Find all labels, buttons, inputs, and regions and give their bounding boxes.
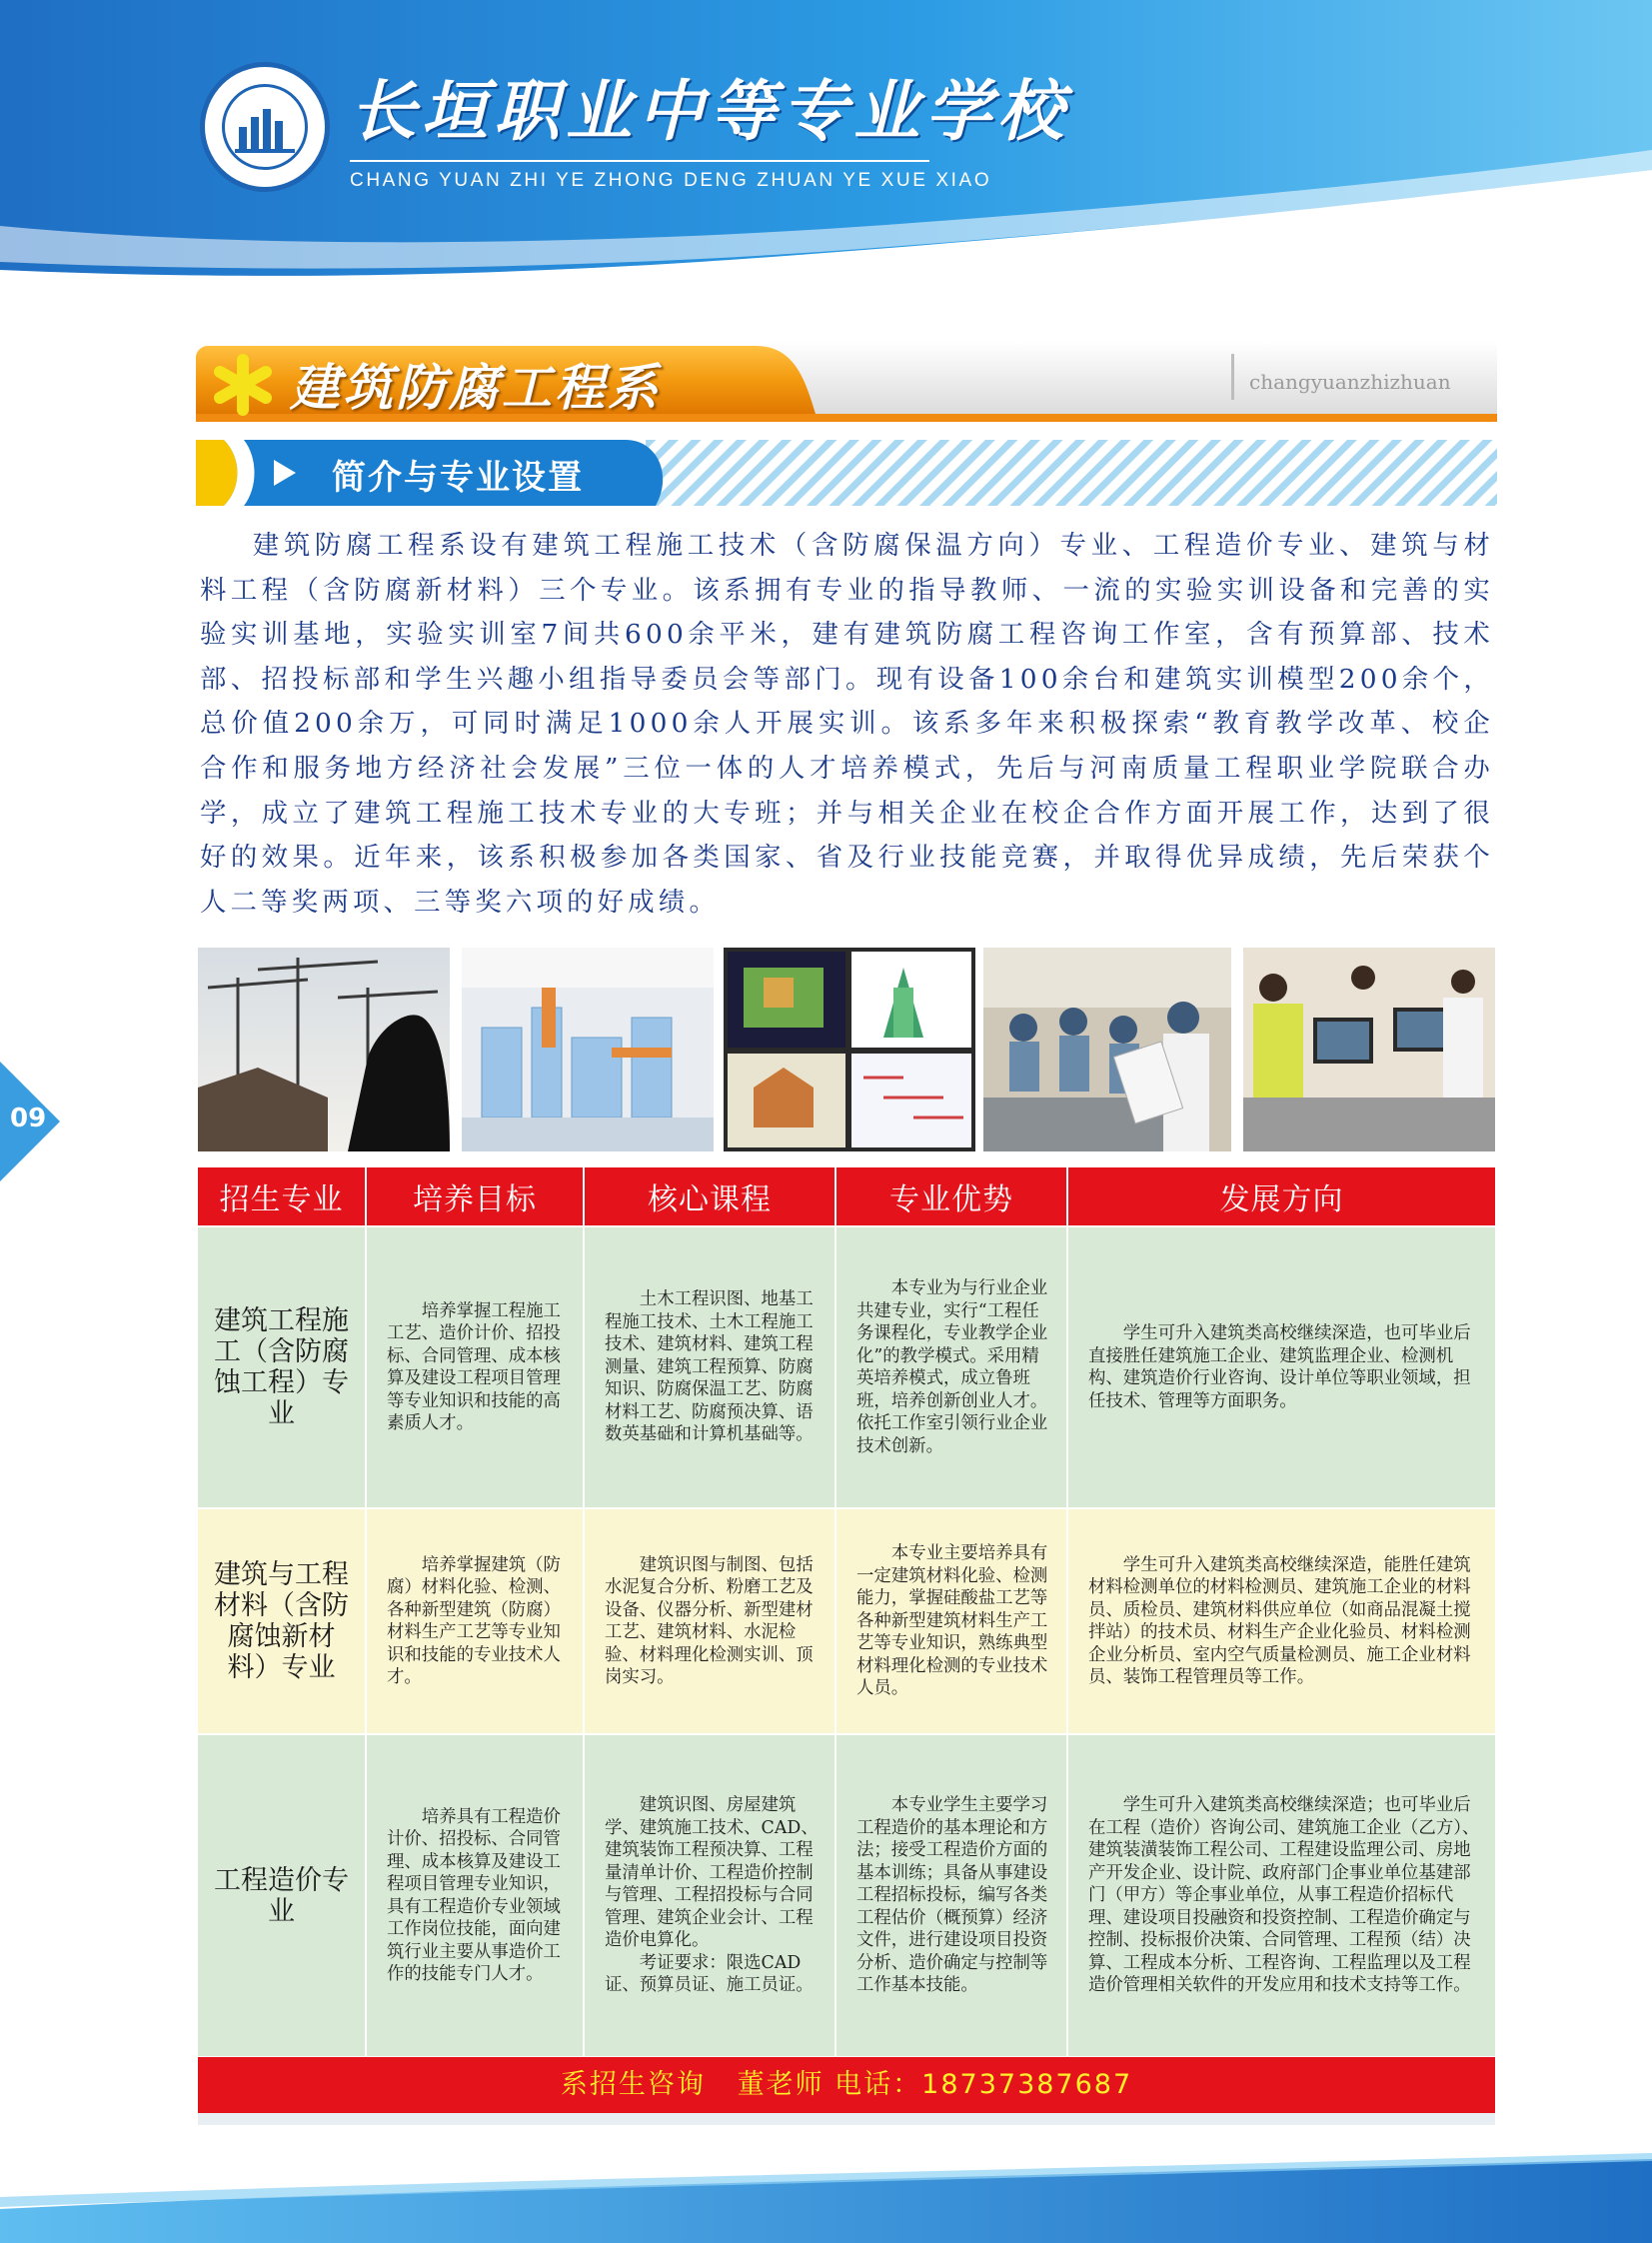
department-title: 建筑防腐工程系 [290,359,661,417]
header-divider [350,160,929,162]
header-courses: 核心课程 [584,1167,835,1226]
arrow-right-icon [272,458,298,488]
bottom-strip [198,2113,1495,2125]
major-cell: 建筑与工程材料（含防腐蚀新材料）专业 [198,1508,366,1734]
table-row [198,1508,1495,1734]
direction-cell: 学生可升入建筑类高校继续深造，也可毕业后直接胜任建筑施工企业、建筑监理企业、检测机构、建筑造价行业咨询、设计单位等职业领域，担任技术、管理等方面职务。 [1067,1226,1495,1508]
header-advantage: 专业优势 [835,1167,1067,1226]
courses-cell: 土木工程识图、地基工程施工技术、土木工程施工技术、建筑材料、建筑工程测量、建筑工程预算、防腐知识、防腐保温工艺、防腐材料工艺、防腐预决算、语数英基础和计算机基础等。 [584,1226,835,1508]
goal-cell: 培养具有工程造价计价、招投标、合同管理、成本核算及建设工程项目管理专业知识，具有工程造价专业领域工作岗位技能，面向建筑行业主要从事造价工作的技能专门人才。 [366,1734,584,2056]
courses-note: 考证要求：限选CAD证、预算员证、施工员证。 [605,1952,814,1996]
advantage-cell: 本专业为与行业企业共建专业，实行“工程任务课程化，专业教学企业化”的教学模式。采用精英培养模式，成立鲁班班，培养创新创业人才。依托工作室引领行业企业技术创新。 [835,1226,1067,1508]
footer-wave [0,2149,1652,2243]
photo-computer-room [1243,948,1495,1151]
department-pinyin: changyuanzhizhuan [1249,370,1451,394]
header-direction: 发展方向 [1067,1167,1495,1226]
contact-bar [198,2057,1495,2113]
major-cell: 工程造价专业 [198,1734,366,2056]
table-row [198,1226,1495,1508]
major-cell: 建筑工程施工（含防腐蚀工程）专业 [198,1226,366,1508]
header-major: 招生专业 [198,1167,366,1226]
school-pinyin: CHANG YUAN ZHI YE ZHONG DENG ZHUAN YE XUE XIAO [350,170,992,191]
header-goal: 培养目标 [366,1167,584,1226]
school-name: 长垣职业中等专业学校 [350,72,1069,150]
majors-table [198,1167,1495,2056]
table-header-row [198,1167,1495,1226]
advantage-cell: 本专业学生主要学习工程造价的基本理论和方法；接受工程造价方面的基本训练；具备从事建设工程招标投标，编写各类工程估价（概预算）经济文件，进行建设项目投资分析、造价确定与控制等工作基本技能。 [835,1734,1067,2056]
asterisk-icon [208,350,278,420]
photo-construction-cranes [198,948,450,1151]
direction-cell: 学生可升入建筑类高校继续深造，能胜任建筑材料检测单位的材料检测员、建筑施工企业的材料员、质检员、建筑材料供应单位（如商品混凝土搅拌站）的技术员、材料生产企业化验员、材料检测企业分析员、室内空气质量检测员、施工企业材料员、装饰工程管理员等工作。 [1067,1508,1495,1734]
photo-students-lab [983,948,1231,1151]
page-number: 09 [10,1104,47,1133]
courses-cell: 建筑识图、房屋建筑学、建筑施工技术、CAD、建筑装饰工程预决算、工程量清单计价、工程造价控制与管理、工程招投标与合同管理、建筑企业会计、工程造价电算化。 考证要求：限选CAD证、预算员证、施工员证。 [584,1734,835,2056]
school-logo-emblem [222,84,308,170]
goal-cell: 培养掌握工程施工工艺、造价计价、招投标、合同管理、成本核算及建设工程项目管理等专业知识和技能的高素质人才。 [366,1226,584,1508]
section-title: 简介与专业设置 [332,458,584,498]
goal-cell: 培养掌握建筑（防腐）材料化验、检测、各种新型建筑（防腐）材料生产工艺等专业知识和技能的专业技术人才。 [366,1508,584,1734]
courses-cell: 建筑识图与制图、包括水泥复合分析、粉磨工艺及设备、仪器分析、新型建材工艺、建筑材料、水泥检验、材料理化检测实训、顶岗实习。 [584,1508,835,1734]
advantage-cell: 本专业主要培养具有一定建筑材料化验、检测能力，掌握硅酸盐工艺等各种新型建筑材料生产工艺等专业知识，熟练典型材料理化检测的专业技术人员。 [835,1508,1067,1734]
photo-building-models [462,948,714,1151]
table-row [198,1734,1495,2056]
contact-text: 系招生咨询 董老师 电话：18737387687 [560,2069,1133,2100]
intro-paragraph: 建筑防腐工程系设有建筑工程施工技术（含防腐保温方向）专业、工程造价专业、建筑与材料工程（含防腐新材料）三个专业。该系拥有专业的指导教师、一流的实验实训设备和完善的实验实训基地，实验实训室7间共600余平米，建有建筑防腐工程咨询工作室，含有预算部、技术部、招投标部和学生兴趣小组指导委员会等部门。现有设备100余台和建筑实训模型200余个，总价值200余万，可同时满足1000余人开展实训。该系多年来积极探索“教育教学改革、校企合作和服务地方经济社会发展”三位一体的人才培养模式，先后与河南质量工程职业学院联合办学，成立了建筑工程施工技术专业的大专班；并与相关企业在校企合作方面开展工作，达到了很好的效果。近年来，该系积极参加各类国家、省及行业技能竞赛，并取得优异成绩，先后荣获个人二等奖两项、三等奖六项的好成绩。 [200,530,1494,918]
photo-software-screens [724,948,975,1151]
direction-cell: 学生可升入建筑类高校继续深造；也可毕业后在工程（造价）咨询公司、建筑施工企业（乙方）、建筑装潢装饰工程公司、工程建设监理公司、房地产开发企业、设计院、政府部门企事业单位基建部门（甲方）等企事业单位，从事工程造价招标代理、建设项目投融资和投资控制、工程造价确定与控制、投标报价决策、合同管理、工程预（结）决算、工程成本分析、工程咨询、工程监理以及工程造价管理相关软件的开发应用和技术支持等工作。 [1067,1734,1495,2056]
